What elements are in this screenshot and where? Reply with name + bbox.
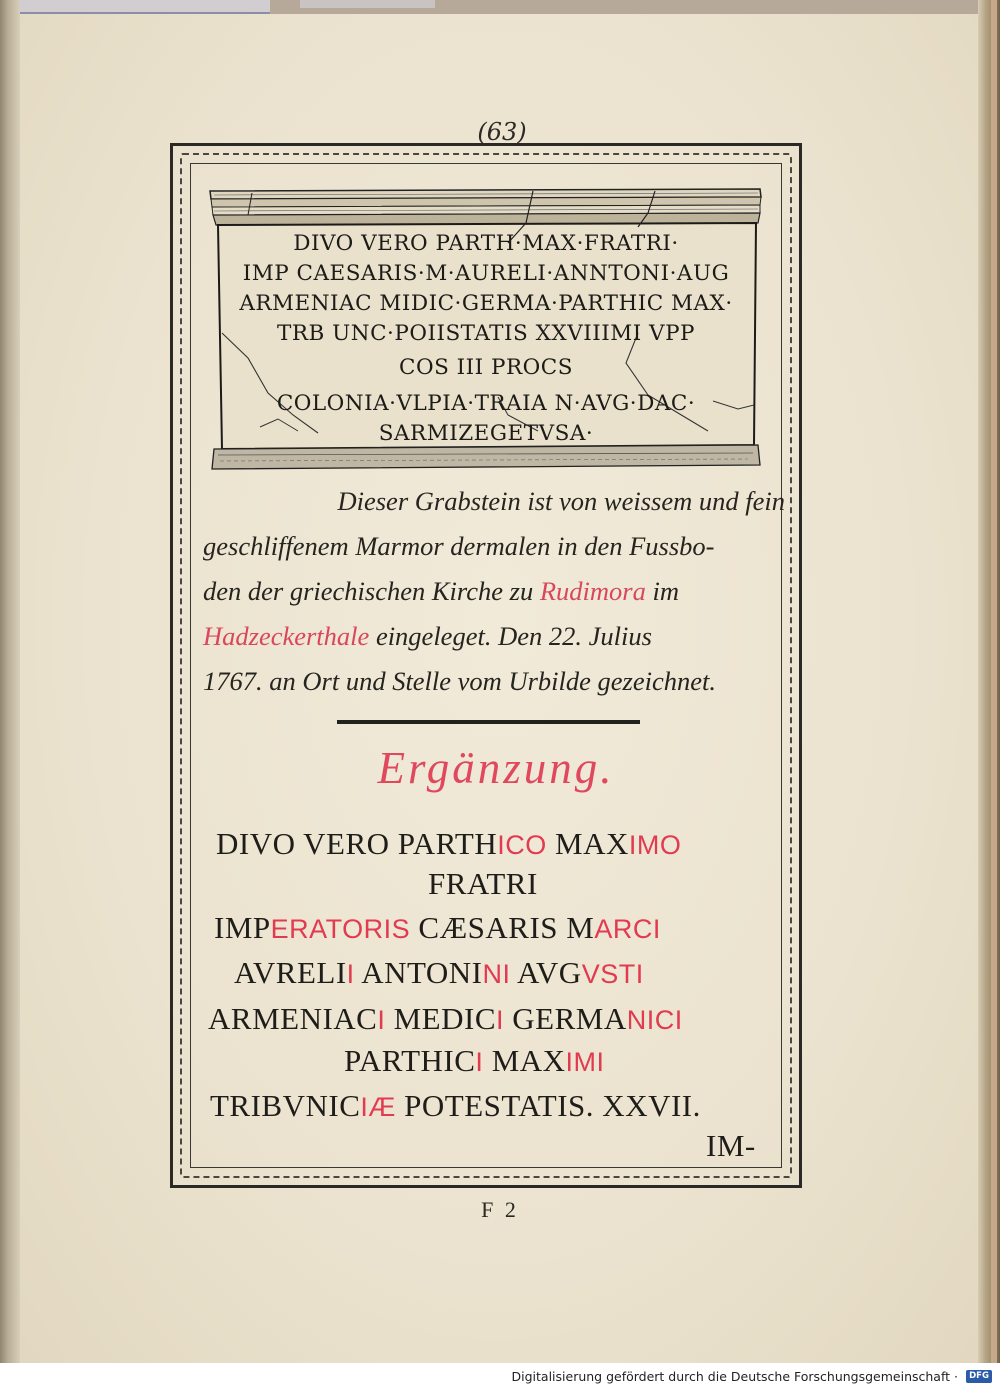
description-line-4	[203, 621, 795, 652]
supplement-line-3	[214, 910, 661, 946]
inscription-line-3: ARMENIAC MIDIC·GERMA·PARTHIC MAX·	[239, 291, 733, 316]
supplement-line-1	[216, 826, 681, 862]
tombstone-engraving	[208, 183, 763, 483]
restored-text: I	[346, 959, 355, 989]
dfg-logo: DFG	[966, 1370, 992, 1383]
bookmark-strip-2	[300, 0, 435, 8]
original-text: POTESTATIS. XXVII.	[395, 1088, 701, 1123]
restored-text: IMO	[628, 830, 682, 860]
inscription-line-1: DIVO VERO PARTH·MAX·FRATRI·	[293, 231, 679, 256]
restored-text: IÆ	[360, 1092, 396, 1122]
supplement-heading: Ergänzung.	[377, 743, 615, 793]
inscription-line-7: SARMIZEGETVSA·	[378, 421, 594, 446]
section-divider	[337, 720, 640, 724]
original-text: AVRELI	[234, 955, 347, 990]
inscription-line-6: COLONIA·VLPIA·TRAIA N·AVG·DAC·	[276, 391, 696, 416]
original-text: MAX	[483, 1043, 566, 1078]
original-text: ARMENIAC	[208, 1001, 378, 1036]
supplement-line-5	[208, 1001, 683, 1037]
fore-edge-strip	[991, 0, 997, 1363]
restored-text: NICI	[626, 1005, 683, 1035]
supplement-line-4	[234, 955, 644, 991]
page-number: (63)	[477, 118, 527, 146]
signature-mark: F 2	[481, 1197, 519, 1222]
place-name-hadzeckerthale: Hadzeckerthale	[203, 621, 370, 651]
supplement-line-6	[344, 1043, 605, 1079]
original-text: GERMA	[504, 1001, 627, 1036]
description-line-2: geschliffenem Marmor dermalen in den Fussbo-	[203, 531, 715, 561]
supplement-line-8: IM-	[706, 1128, 756, 1163]
description-text: den der griechischen Kirche zu	[203, 576, 534, 606]
restored-text: I	[475, 1047, 484, 1077]
description-line-1: Dieser Grabstein ist von weissem und fein	[337, 486, 785, 516]
restored-text: ICO	[497, 830, 547, 860]
description-text: im	[652, 576, 679, 606]
original-text: PARTHIC	[344, 1043, 476, 1078]
inscription-line-4: TRB UNC·POIISTATIS XXVIIIMI VPP	[276, 321, 696, 346]
original-text: MEDIC	[385, 1001, 496, 1036]
restored-text: ARCI	[594, 914, 661, 944]
original-text: DIVO VERO PARTH	[216, 826, 498, 861]
restored-text: I	[377, 1005, 386, 1035]
supplement-line-2: FRATRI	[428, 866, 538, 901]
footer-bar	[0, 1363, 1000, 1390]
restored-text: NI	[482, 959, 511, 989]
restored-text: I	[496, 1005, 505, 1035]
original-text: MAX	[546, 826, 629, 861]
restored-text: IMI	[565, 1047, 605, 1077]
original-text: CÆSARIS M	[410, 910, 595, 945]
original-text: IMP	[214, 910, 271, 945]
funding-notice: Digitalisierung gefördert durch die Deutsche Forschungsgemeinschaft ·	[511, 1369, 958, 1384]
inscription-line-2: IMP CAESARIS·M·AURELI·ANNTONI·AUG	[242, 261, 730, 286]
bookmark-strip	[8, 0, 270, 14]
description-line-5: 1767. an Ort und Stelle vom Urbilde gezeichnet.	[203, 666, 716, 696]
restored-text: ERATORIS	[270, 914, 411, 944]
description-line-3	[203, 576, 795, 607]
supplement-line-7	[210, 1088, 701, 1124]
book-spine-shadow	[0, 0, 20, 1363]
place-name-rudimora: Rudimora	[539, 576, 646, 606]
original-text: AVG	[510, 955, 582, 990]
original-text: ANTONI	[354, 955, 483, 990]
original-text: TRIBVNIC	[210, 1088, 361, 1123]
description-text: eingeleget. Den 22. Julius	[375, 621, 652, 651]
inscription-line-5: COS III PROCS	[399, 355, 573, 380]
restored-text: VSTI	[581, 959, 644, 989]
